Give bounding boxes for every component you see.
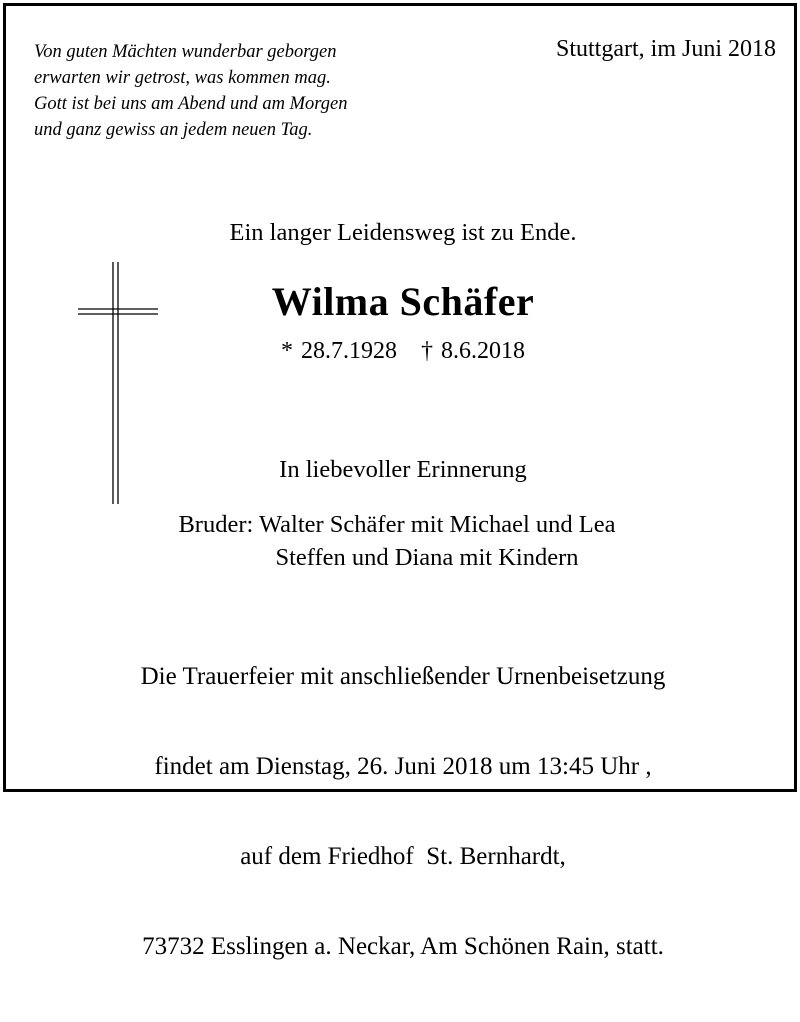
funeral-line: findet am Dienstag, 26. Juni 2018 um 13:45 Uhr , [154,753,652,780]
poem-line: Von guten Mächten wunderbar geborgen [34,42,337,62]
funeral-line: 73732 Esslingen a. Neckar, Am Schönen Rain, statt. [142,933,664,960]
poem-line: Gott ist bei uns am Abend und am Morgen [34,94,348,114]
memory-line: In liebevoller Erinnerung [279,456,527,483]
funeral-line: auf dem Friedhof St. Bernhardt, [240,843,566,870]
family-line-2: Steffen und Diana mit Kindern [275,544,579,571]
deceased-name: Wilma Schäfer [271,279,535,324]
funeral-notice [6,602,800,1022]
poem-line: und ganz gewiss an jedem neuen Tag. [34,120,313,140]
family-line-1: Bruder: Walter Schäfer mit Michael und Lea [178,511,616,538]
poem-verse [34,39,347,143]
life-dates: * 28.7.1928 † 8.6.2018 [281,338,525,364]
poem-line: erwarten wir getrost, was kommen mag. [34,68,331,88]
obituary-card [3,3,797,960]
intro-line: Ein langer Leidensweg ist zu Ende. [229,219,577,246]
funeral-line: Die Trauerfeier mit anschließender Urnenbeisetzung [140,663,666,690]
place-date: Stuttgart, im Juni 2018 [555,36,776,62]
